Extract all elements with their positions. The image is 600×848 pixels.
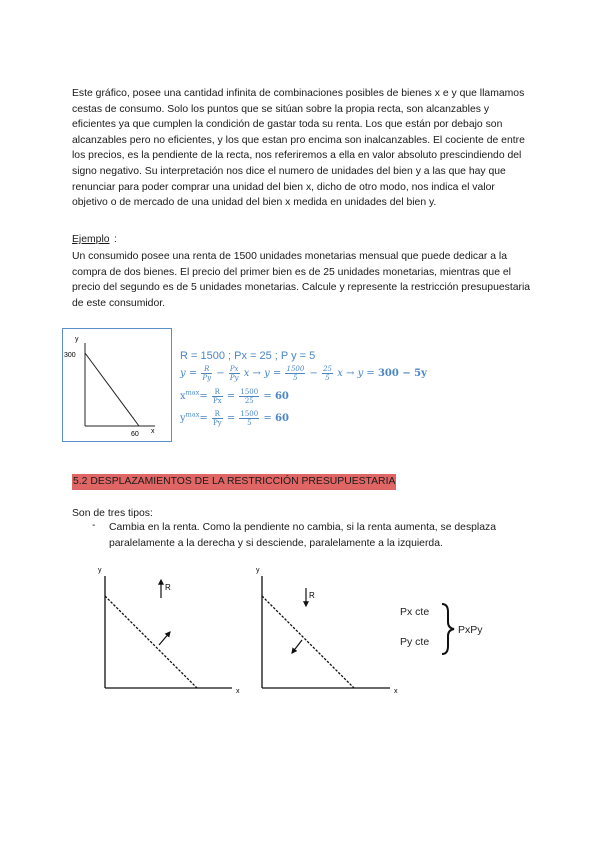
fraction: $\frac{R}{Py}$ <box>212 410 222 427</box>
example-label: Ejemplo <box>72 234 110 245</box>
budget-line <box>262 596 354 688</box>
ymax-sup: max <box>185 410 200 419</box>
eq-lhs: y = <box>180 368 198 379</box>
example-colon: : <box>114 234 117 245</box>
x-intercept-label: 60 <box>131 431 139 438</box>
equals: = <box>226 391 236 402</box>
example-paragraph: Un consumido posee una renta de 1500 unidades monetarias mensual que puede dedicar a la compra de dos bienes. El precio del primer bien es de 25 unidades monetarias, mientras que el precio del segundo es de 5 unidades monetarias. Calcule y represente la restricción presupuestaria de este consumidor. <box>72 251 531 309</box>
x-arrow: x → y = <box>337 368 375 379</box>
bullet-text: Cambia en la renta. Como la pendiente no cambia, si la renta aumenta, se desplaza paralelamente a la derecha y si desciende, paralelamente a la izquierda. <box>109 522 496 549</box>
xmax-result: 60 <box>274 391 289 402</box>
income-label: R <box>165 583 171 592</box>
given-values: R = 1500 ; Px = 25 ; P y = 5 <box>180 350 316 362</box>
budget-equation <box>180 365 427 382</box>
ymax-result: 60 <box>274 413 289 424</box>
equals: = <box>263 391 272 402</box>
income-increase-diagram <box>98 567 240 695</box>
x-axis-label: x <box>394 688 398 695</box>
section-heading: 5.2 DESPLAZAMIENTOS DE LA RESTRICCIÓN PRESUPUESTARIA <box>72 474 396 490</box>
fraction: $\frac{25}{5}$ <box>323 365 332 382</box>
constant-prices-legend <box>400 604 483 654</box>
budget-line <box>85 353 139 426</box>
budget-line <box>105 596 197 688</box>
equals: = <box>263 413 272 424</box>
income-shift-diagrams <box>90 560 530 700</box>
fraction: $\frac{1500}{5}$ <box>286 365 305 382</box>
minus-sign: − <box>309 368 318 379</box>
y-axis-label: y <box>98 567 102 574</box>
equals: = <box>226 413 236 424</box>
budget-line-plot <box>63 329 170 440</box>
x-axis-label: x <box>236 688 240 695</box>
brace-icon <box>442 604 454 654</box>
xmax-base: x <box>180 391 186 402</box>
shift-left-arrow <box>292 640 302 653</box>
ymax-equation <box>180 410 289 427</box>
y-axis-label: y <box>256 567 260 574</box>
minus-sign: − <box>216 368 225 379</box>
fraction: $\frac{R}{Px}$ <box>212 388 222 405</box>
bullet-dash: - <box>92 520 96 531</box>
income-decrease-diagram <box>256 567 398 695</box>
equation-result: 300 − 5y <box>377 368 427 379</box>
py-constant: Py cte <box>400 636 430 648</box>
equals: = <box>199 391 208 402</box>
px-constant: Px cte <box>400 606 430 618</box>
income-label: R <box>309 591 315 600</box>
ymax-base: y <box>180 413 186 424</box>
example-budget-graph <box>62 328 172 442</box>
fraction: $\frac{1500}{25}$ <box>240 388 259 405</box>
types-intro: Son de tres tipos: <box>72 508 153 519</box>
fraction: $\frac{R}{Py}$ <box>202 365 212 382</box>
shift-right-arrow <box>159 632 170 645</box>
y-intercept-label: 300 <box>64 352 76 359</box>
intro-paragraph: Este gráfico, posee una cantidad infinita de combinaciones posibles de bienes x e y que llamamos cestas de consumo. Solo los puntos que se sitúan sobre la propia recta, son alcanzables y eficientes ya que cumplen la condición de gastar toda su renta. Los que están por debajo son alcanzables pero no eficientes, y los que estan pro encima son inalcanzables. El cociente de entre los precios, es la pendiente de la recta, nos referiremos a ella en valor absoluto prescindiendo del signo negativo. Su interpretación nos dice el numero de unidades del bien y a las que hay que renunciar para poder comprar una unidad del bien x, dicho de otro modo, nos indica el valor objetivo o de mercado de una unidad del bien x medida en unidades del bien y. <box>72 88 525 209</box>
equals: = <box>199 413 208 424</box>
x-arrow: x → y = <box>243 368 282 379</box>
fraction: $\frac{Px}{Py}$ <box>229 365 239 382</box>
x-axis-label: x <box>151 428 155 435</box>
y-axis-label: y <box>75 336 79 343</box>
xmax-equation <box>180 388 289 405</box>
fraction: $\frac{1500}{5}$ <box>240 410 259 427</box>
brace-label: PxPy <box>458 624 483 636</box>
xmax-sup: max <box>185 388 200 397</box>
